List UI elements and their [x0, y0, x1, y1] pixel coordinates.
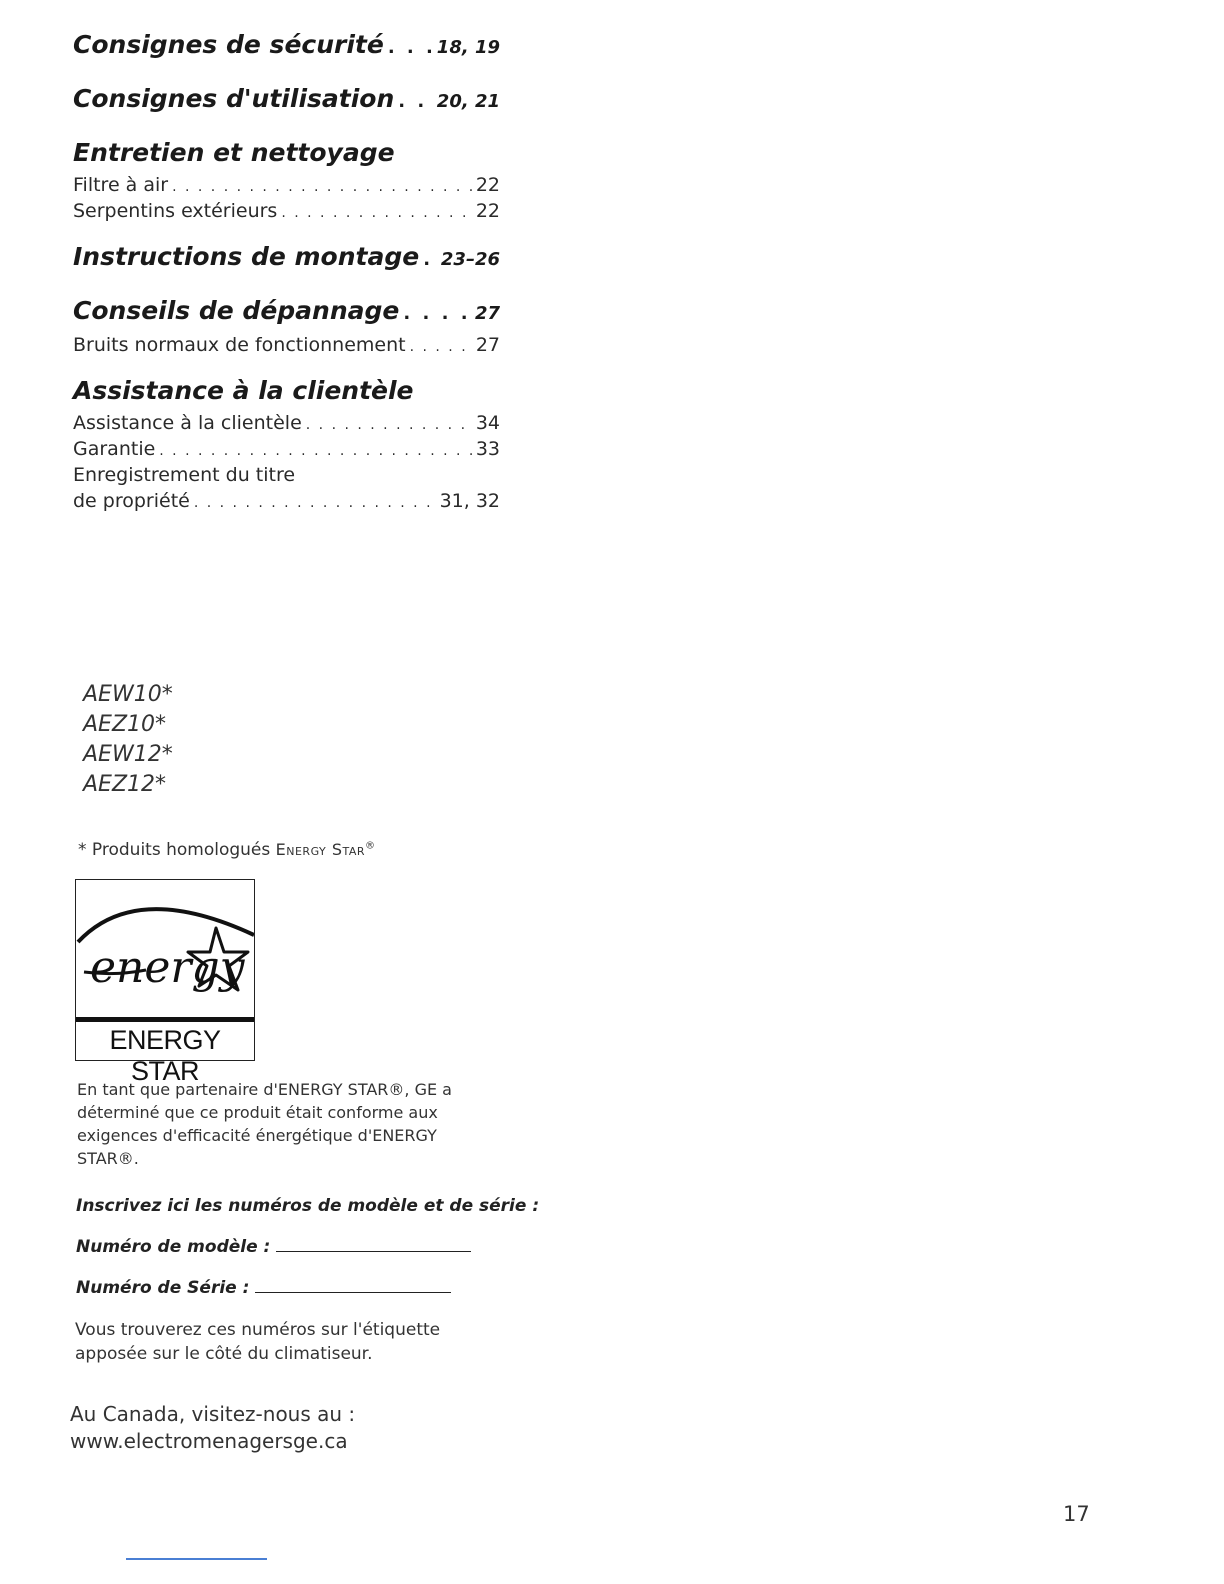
toc-item-label: Garantie — [73, 438, 156, 460]
toc-page-ref: 20, 21 — [436, 91, 500, 112]
toc-page-ref: 18, 19 — [436, 37, 500, 58]
toc-page-ref: 27 — [474, 303, 500, 324]
toc-heading: Instructions de montage — [73, 242, 420, 271]
model-number-blank[interactable] — [276, 1250, 471, 1252]
toc-item-label: Bruits normaux de fonctionnement — [73, 334, 406, 356]
toc-section-care — [73, 138, 500, 226]
toc-heading: Consignes de sécurité — [73, 30, 384, 59]
record-heading: Inscrivez ici les numéros de modèle et de série : — [76, 1196, 540, 1216]
dot-leader — [398, 91, 433, 112]
toc-page-ref: 23–26 — [440, 249, 500, 270]
serial-number-blank[interactable] — [255, 1291, 451, 1293]
serial-number-field[interactable] — [76, 1278, 451, 1298]
energy-star-logo — [75, 879, 255, 1086]
energy-star-icon — [76, 880, 254, 1017]
toc-item-label: Assistance à la clientèle — [73, 412, 302, 434]
toc-heading-row[interactable] — [73, 30, 500, 68]
website-link[interactable]: www.electromenagersge.ca — [70, 1429, 348, 1453]
toc-item-row[interactable] — [73, 174, 500, 200]
dot-leader — [159, 443, 472, 459]
energy-star-footnote — [78, 840, 375, 860]
dot-leader — [281, 205, 471, 221]
bottom-rule — [126, 1558, 267, 1560]
toc-page-ref: 22 — [475, 174, 500, 196]
logo-label: ENERGY STAR — [109, 1025, 221, 1086]
toc-page-ref: 33 — [475, 438, 500, 460]
footnote-brand: Energy Star — [275, 840, 366, 859]
toc-item-label: Enregistrement du titre — [73, 464, 296, 486]
toc-section-operating — [73, 84, 500, 122]
toc-page-ref: 34 — [475, 412, 500, 434]
toc-heading: Conseils de dépannage — [73, 296, 400, 325]
toc-section-installation — [73, 242, 500, 280]
dot-leader — [410, 339, 472, 355]
model-list — [83, 680, 173, 800]
dot-leader — [403, 303, 471, 324]
model-number: AEZ10* — [83, 712, 167, 737]
dot-leader — [194, 495, 436, 511]
model-number-label: Numéro de modèle : — [76, 1237, 271, 1257]
toc-item-row[interactable] — [73, 200, 500, 226]
toc-item-label: Serpentins extérieurs — [73, 200, 278, 222]
dot-leader — [423, 249, 437, 270]
toc-item-row[interactable] — [73, 412, 500, 438]
canada-contact — [70, 1401, 355, 1455]
toc-item-label: Filtre à air — [73, 174, 169, 196]
table-of-contents — [73, 30, 500, 532]
toc-section-customer-service — [73, 376, 500, 516]
toc-item-row[interactable] — [73, 490, 500, 516]
model-number: AEW10* — [83, 682, 173, 707]
page-number: 17 — [1063, 1502, 1090, 1526]
model-number: AEW12* — [83, 742, 173, 767]
toc-heading: Entretien et nettoyage — [73, 138, 395, 167]
serial-number-label: Numéro de Série : — [76, 1278, 250, 1298]
toc-heading-row[interactable] — [73, 242, 500, 280]
partner-statement: En tant que partenaire d'ENERGY STAR®, GE a déterminé que ce produit était conforme aux exigences d'efficacité énergétique d'ENERGY STAR®. — [77, 1080, 452, 1168]
dot-leader — [306, 417, 472, 433]
toc-page-ref: 31, 32 — [439, 490, 500, 512]
dot-leader — [388, 37, 433, 58]
toc-heading-row[interactable] — [73, 84, 500, 122]
model-number: AEZ12* — [83, 772, 167, 797]
canada-visit-text: Au Canada, visitez-nous au : — [70, 1402, 356, 1426]
toc-item-row[interactable] — [73, 438, 500, 464]
toc-section-troubleshooting — [73, 296, 500, 360]
toc-heading: Consignes d'utilisation — [73, 84, 395, 113]
toc-heading-row[interactable] — [73, 296, 500, 334]
toc-item-row[interactable] — [73, 334, 500, 360]
registered-mark: ® — [365, 840, 376, 852]
toc-heading: Assistance à la clientèle — [73, 376, 414, 405]
footnote-text: * Produits homologués — [78, 840, 276, 860]
dot-leader — [172, 179, 472, 195]
toc-page-ref: 22 — [475, 200, 500, 222]
label-location-note: Vous trouverez ces numéros sur l'étiquette apposée sur le côté du climatiseur. — [75, 1320, 441, 1364]
toc-section-safety — [73, 30, 500, 68]
toc-page-ref: 27 — [475, 334, 500, 356]
logo-script: energy — [90, 942, 245, 993]
logo-divider — [76, 1017, 254, 1022]
toc-item-label-continued: de propriété — [73, 490, 190, 512]
model-number-field[interactable] — [76, 1237, 471, 1257]
